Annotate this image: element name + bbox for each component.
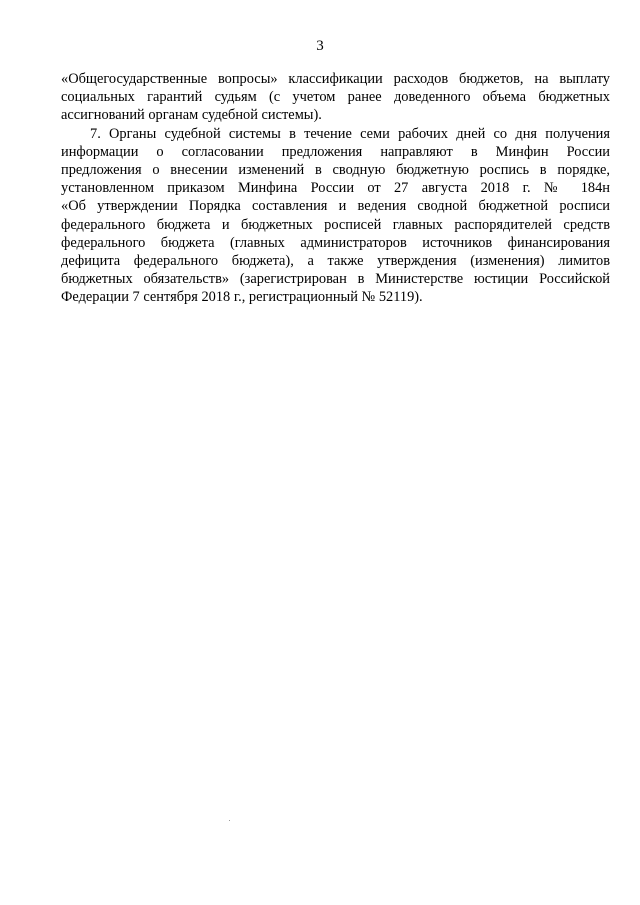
text-line: федерального бюджета и бюджетных росписей главных распорядителей средств — [61, 216, 610, 233]
text-line: информации о согласовании предложения направляют в Минфин России — [61, 143, 610, 160]
text-line: установленном приказом Минфина России от 27 августа 2018 г. № 184н — [61, 180, 610, 197]
text-line: 7. Органы судебной системы в течение семи рабочих дней со дня получения — [90, 125, 610, 142]
text-line: дефицита федерального бюджета), а также утверждения (изменения) лимитов — [61, 252, 610, 269]
text-line: ассигнований органам судебной системы). — [61, 107, 322, 124]
text-line: социальных гарантий судьям (с учетом ранее доведенного объема бюджетных — [61, 89, 610, 106]
text-line: «Общегосударственные вопросы» классификации расходов бюджетов, на выплату — [61, 71, 610, 87]
page-number: 3 — [316, 38, 324, 54]
text-line: федерального бюджета (главных администраторов источников финансирования — [61, 234, 610, 251]
text-line: бюджетных обязательств» (зарегистрирован в Министерстве юстиции Российской — [61, 271, 610, 288]
text-line: «Об утверждении Порядка составления и ведения сводной бюджетной росписи — [61, 198, 610, 215]
scan-speck — [229, 820, 230, 821]
text-line: предложения о внесении изменений в сводную бюджетную роспись в порядке, — [61, 161, 610, 178]
paragraph-item-7 — [61, 125, 610, 307]
text-line: Федерации 7 сентября 2018 г., регистрационный № 52119). — [61, 289, 423, 306]
document-body — [61, 70, 610, 306]
paragraph-budget-classification — [61, 70, 610, 125]
